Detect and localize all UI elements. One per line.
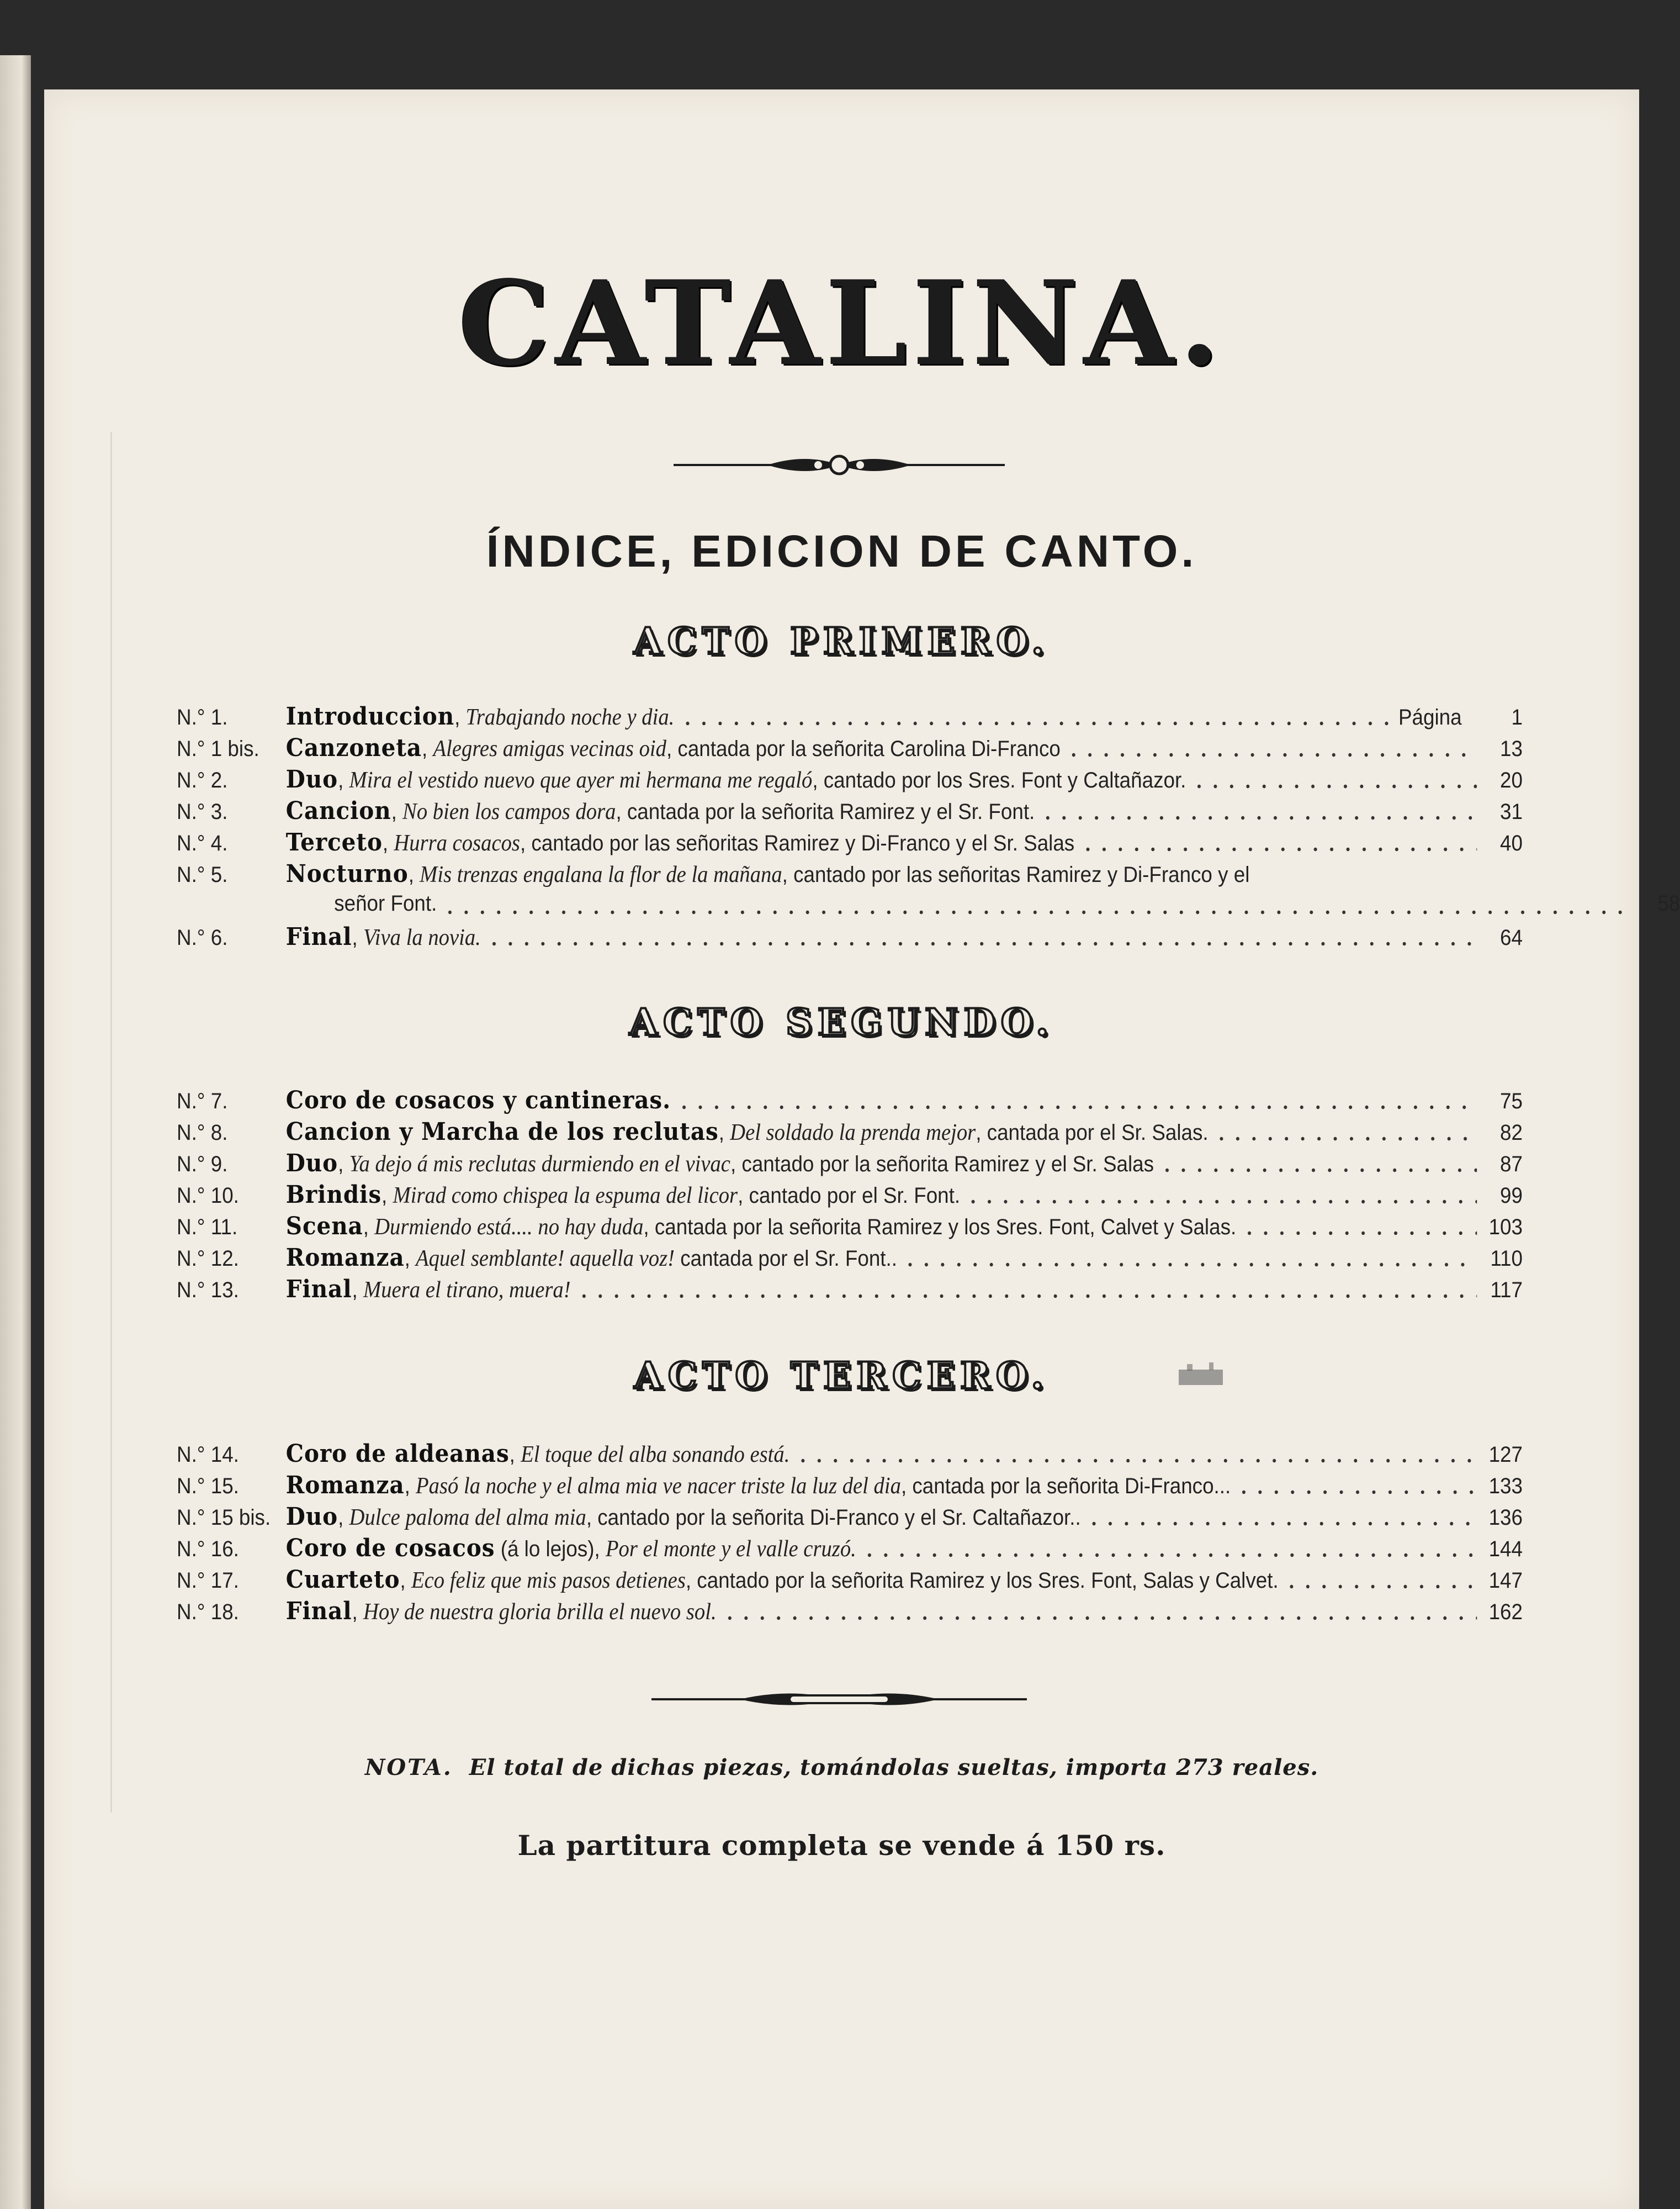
dot-leader (1079, 847, 1477, 852)
nota-label: NOTA. (364, 1754, 453, 1780)
entry-text (286, 1244, 897, 1272)
price-line: La partitura completa se vende á 150 rs. (517, 1829, 1166, 1862)
index-entry (177, 860, 1523, 891)
entry-page-number: 110 (1490, 1246, 1523, 1271)
entry-separator: , (454, 705, 466, 730)
nota-line (44, 1754, 1639, 1780)
ornament-divider-bottom (651, 1680, 1027, 1719)
entry-page-number: 133 (1488, 1474, 1523, 1498)
dot-leader (861, 1552, 1477, 1558)
index-entry (177, 1597, 1523, 1629)
entry-subtitle-2: Por el monte y el valle cruzó. (605, 1536, 856, 1562)
entry-text (286, 1149, 1154, 1177)
index-entry (177, 797, 1523, 828)
entry-subtitle: No bien los campos dora (402, 799, 616, 825)
entry-separator: , (509, 1442, 521, 1467)
entry-page-number: 127 (1488, 1442, 1523, 1467)
entry-separator: , (404, 1474, 416, 1498)
entry-subtitle: Trabajando noche y dia. (465, 705, 675, 730)
entry-page-number: 13 (1500, 737, 1523, 761)
entry-number: N.° 7. (177, 1089, 228, 1113)
entry-subtitle: Mis trenzas engalana la flor de la mañana (420, 862, 782, 887)
entry-performers: , cantada por la señorita Ramirez y los Sres. Font, Calvet y Salas. (643, 1215, 1237, 1239)
entry-number: N.° 8. (177, 1121, 228, 1145)
act-2-entries (177, 1086, 1524, 1307)
entry-page-number: 64 (1500, 926, 1523, 950)
entry-page-number: 82 (1500, 1121, 1523, 1145)
index-entry (177, 1566, 1523, 1597)
entry-number: N.° 18. (177, 1600, 239, 1624)
entry-title: Duo (285, 1149, 338, 1177)
index-entry (177, 1212, 1523, 1244)
entry-performers: , cantado por la señorita Ramirez y los Sres. Font, Salas y Calvet. (685, 1568, 1279, 1593)
entry-text (286, 1534, 856, 1562)
entry-number: N.° 5. (177, 863, 228, 887)
entry-title: Cuarteto (285, 1566, 400, 1594)
entry-separator: , (363, 1215, 375, 1239)
index-entry (177, 1149, 1523, 1181)
entry-text (286, 797, 1035, 825)
entry-number: N.° 13. (177, 1278, 239, 1302)
entry-page-number: 58 (1657, 891, 1680, 916)
document-title: CATALINA. (458, 255, 1226, 392)
entry-subtitle: Del soldado la prenda mejor (730, 1120, 976, 1145)
dot-leader (902, 1262, 1477, 1267)
entry-number: N.° 10. (177, 1183, 239, 1208)
index-subtitle: ÍNDICE, EDICION DE CANTO. (486, 526, 1197, 577)
entry-text (286, 1440, 790, 1468)
entry-number: N.° 15 bis. (177, 1505, 271, 1530)
entry-separator: , (338, 768, 349, 792)
entry-number: N.° 2. (177, 768, 228, 792)
page-label: Página (1398, 705, 1462, 730)
dot-leader (1066, 752, 1477, 758)
entry-title: Scena (285, 1212, 363, 1240)
entry-performers: , cantada por la señorita Ramirez y el Sr. Font. (616, 800, 1035, 824)
entry-text (286, 1212, 1236, 1240)
book-spine-edge (0, 55, 31, 2209)
entry-text (286, 1118, 1209, 1146)
entry-text (286, 860, 1250, 888)
entry-separator: , (382, 831, 394, 855)
entry-separator: , (422, 737, 433, 761)
act-heading-1: ACTO PRIMERO. (633, 620, 1050, 663)
entry-performers: , cantado por las señoritas Ramirez y Di-Franco y el Sr. Salas (520, 831, 1075, 855)
entry-performers: , cantada por el Sr. Salas. (976, 1121, 1209, 1145)
entry-text (286, 1503, 1081, 1531)
document-page (44, 89, 1680, 2209)
entry-page-number: 20 (1500, 768, 1523, 792)
entry-title: Final (285, 1597, 352, 1625)
entry-number: N.° 11. (177, 1215, 238, 1239)
entry-title: Final (285, 923, 352, 951)
entry-subtitle: Aquel semblante! aquella voz! (416, 1246, 675, 1271)
entry-text (286, 1566, 1279, 1594)
act-heading-3: ACTO TERCERO. (634, 1354, 1050, 1397)
entry-page-number: 40 (1500, 831, 1523, 855)
entry-text (286, 702, 675, 731)
dot-leader (1040, 815, 1477, 821)
index-entry (177, 1534, 1523, 1566)
entry-number: N.° 4. (177, 831, 228, 855)
entry-text (286, 1181, 960, 1209)
dot-leader (722, 1615, 1477, 1621)
entry-title: Nocturno (285, 860, 409, 888)
entry-title: Duo (285, 1503, 338, 1531)
entry-subtitle: Alegres amigas vecinas oid (433, 736, 666, 762)
dot-leader (1241, 1230, 1477, 1236)
index-entry (177, 1244, 1523, 1275)
entry-subtitle: Hurra cosacos (394, 831, 520, 856)
entry-separator: , (352, 926, 364, 950)
entry-separator: , (391, 800, 403, 824)
library-stamp-mark (1176, 1360, 1226, 1393)
entry-text (286, 828, 1074, 857)
dot-leader (1191, 784, 1477, 789)
nota-text: El total de dichas piezas, tomándolas sueltas, importa 273 reales. (469, 1754, 1319, 1780)
entry-number: N.° 1. (177, 705, 228, 730)
entry-performers: , cantado por las señoritas Ramirez y Di-Franco y el (782, 863, 1250, 887)
entry-separator: , (400, 1568, 411, 1593)
entry-number: N.° 6. (177, 926, 228, 950)
entry-text (286, 1597, 717, 1625)
entry-subtitle: Durmiendo está.... no hay duda (374, 1214, 644, 1240)
entry-subtitle: Hoy de nuestra gloria brilla el nuevo sol. (363, 1599, 717, 1625)
entry-subtitle: Pasó la noche y el alma mia ve nacer triste la luz del dia (416, 1473, 901, 1499)
dot-leader (795, 1458, 1477, 1463)
ornament-divider-top (674, 443, 1005, 487)
dot-leader (1284, 1584, 1477, 1589)
index-entry (177, 923, 1523, 954)
dot-leader (1213, 1136, 1477, 1142)
entry-text (286, 765, 1186, 794)
dot-leader (1086, 1521, 1477, 1526)
entry-title: Terceto (285, 828, 383, 857)
entry-title: Coro de cosacos (285, 1534, 495, 1562)
entry-number: N.° 14. (177, 1442, 239, 1467)
dot-leader (965, 1199, 1477, 1204)
index-entry (177, 1471, 1523, 1503)
entry-performers: , cantado por los Sres. Font y Caltañazor. (812, 768, 1186, 792)
entry-text (286, 1471, 1231, 1499)
index-entry (177, 1181, 1523, 1212)
entry-subtitle: Ya dejo á mis reclutas durmiendo en el vivac (349, 1151, 730, 1177)
entry-title: Final (285, 1275, 352, 1303)
entry-number: N.° 9. (177, 1152, 228, 1176)
entry-separator: , (408, 863, 420, 887)
entry-page-number: 117 (1490, 1278, 1523, 1302)
dot-leader (1236, 1489, 1477, 1495)
entry-title: Brindis (285, 1181, 382, 1209)
entry-title: Introduccion (285, 702, 455, 731)
entry-separator: , (718, 1121, 730, 1145)
entry-number: N.° 3. (177, 800, 228, 824)
entry-page-number: 31 (1500, 800, 1523, 824)
entry-number: N.° 15. (177, 1474, 239, 1498)
entry-title: Romanza (285, 1471, 405, 1499)
entry-performers: , cantado por el Sr. Font. (738, 1183, 961, 1208)
index-entry (177, 1275, 1523, 1307)
entry-text (286, 1275, 571, 1303)
entry-title: Romanza (285, 1244, 405, 1272)
entry-separator: , (338, 1505, 349, 1530)
dot-leader (442, 910, 1635, 915)
entry-text (286, 734, 1061, 762)
entry-page-number: 136 (1488, 1505, 1523, 1530)
index-entry (177, 1503, 1523, 1534)
entry-subtitle: Mira el vestido nuevo que ayer mi hermana me regaló (349, 768, 813, 793)
entry-separator: , (352, 1278, 364, 1302)
entry-page-number: 103 (1488, 1215, 1523, 1239)
dot-leader (1159, 1167, 1477, 1173)
entry-separator: , (352, 1600, 364, 1624)
entry-performers: cantada por el Sr. Font.. (674, 1246, 897, 1271)
entry-number: N.° 12. (177, 1246, 239, 1271)
entry-title: Cancion (285, 797, 391, 825)
entry-page-number: 1 (1511, 705, 1523, 730)
dot-leader (486, 941, 1477, 947)
entry-performers: (á lo lejos), (500, 1537, 606, 1561)
entry-text (286, 1086, 671, 1114)
entry-performers: , cantado por la señorita Ramirez y el Sr. Salas (730, 1152, 1154, 1176)
entry-continuation-text: señor Font. (334, 891, 437, 916)
entry-page-number: 75 (1500, 1089, 1523, 1113)
entry-number: N.° 1 bis. (177, 737, 259, 761)
index-entry (177, 828, 1523, 860)
entry-separator: , (381, 1183, 393, 1208)
index-entry (177, 1118, 1523, 1149)
entry-performers: , cantada por la señorita Carolina Di-Franco (666, 737, 1061, 761)
entry-subtitle: Viva la novia. (363, 925, 481, 950)
index-entry (177, 765, 1523, 797)
entry-title: Canzoneta (285, 734, 422, 762)
entry-performers: , cantada por la señorita Di-Franco... (900, 1474, 1231, 1498)
index-entry (177, 702, 1523, 734)
entry-subtitle: Muera el tirano, muera! (363, 1277, 571, 1303)
entry-subtitle: Eco feliz que mis pasos detienes (411, 1568, 686, 1593)
entry-title: Coro de aldeanas (285, 1440, 510, 1468)
act-3-entries (177, 1440, 1524, 1629)
entry-subtitle: Mirad como chispea la espuma del licor (393, 1183, 738, 1208)
dot-leader (680, 721, 1393, 726)
entry-page-number: 147 (1488, 1568, 1523, 1593)
entry-page-number: 144 (1488, 1537, 1523, 1561)
index-entry-continuation (177, 891, 1680, 923)
index-entry (177, 1086, 1523, 1118)
entry-subtitle: Dulce paloma del alma mia (349, 1505, 586, 1530)
entry-text (286, 923, 481, 951)
entry-title: Duo (285, 765, 338, 794)
act-heading-2: ACTO SEGUNDO. (629, 1001, 1054, 1044)
entry-number: N.° 16. (177, 1537, 239, 1561)
entry-separator: , (338, 1152, 349, 1176)
entry-subtitle: El toque del alba sonando está. (521, 1442, 790, 1467)
entry-page-number: 162 (1488, 1600, 1523, 1624)
entry-separator: , (404, 1246, 416, 1271)
entry-title: Cancion y Marcha de los reclutas (285, 1118, 719, 1146)
dot-leader (676, 1104, 1477, 1110)
entry-page-number: 87 (1500, 1152, 1523, 1176)
entry-number: N.° 17. (177, 1568, 239, 1593)
index-entry (177, 734, 1523, 765)
act-1-entries (177, 702, 1680, 954)
dot-leader (576, 1293, 1477, 1299)
entry-page-number: 99 (1500, 1183, 1523, 1208)
index-entry (177, 1440, 1523, 1471)
entry-separator (495, 1537, 500, 1561)
entry-performers: , cantado por la señorita Di-Franco y el Sr. Caltañazor.. (586, 1505, 1081, 1530)
entry-title: Coro de cosacos y cantineras. (285, 1086, 671, 1114)
